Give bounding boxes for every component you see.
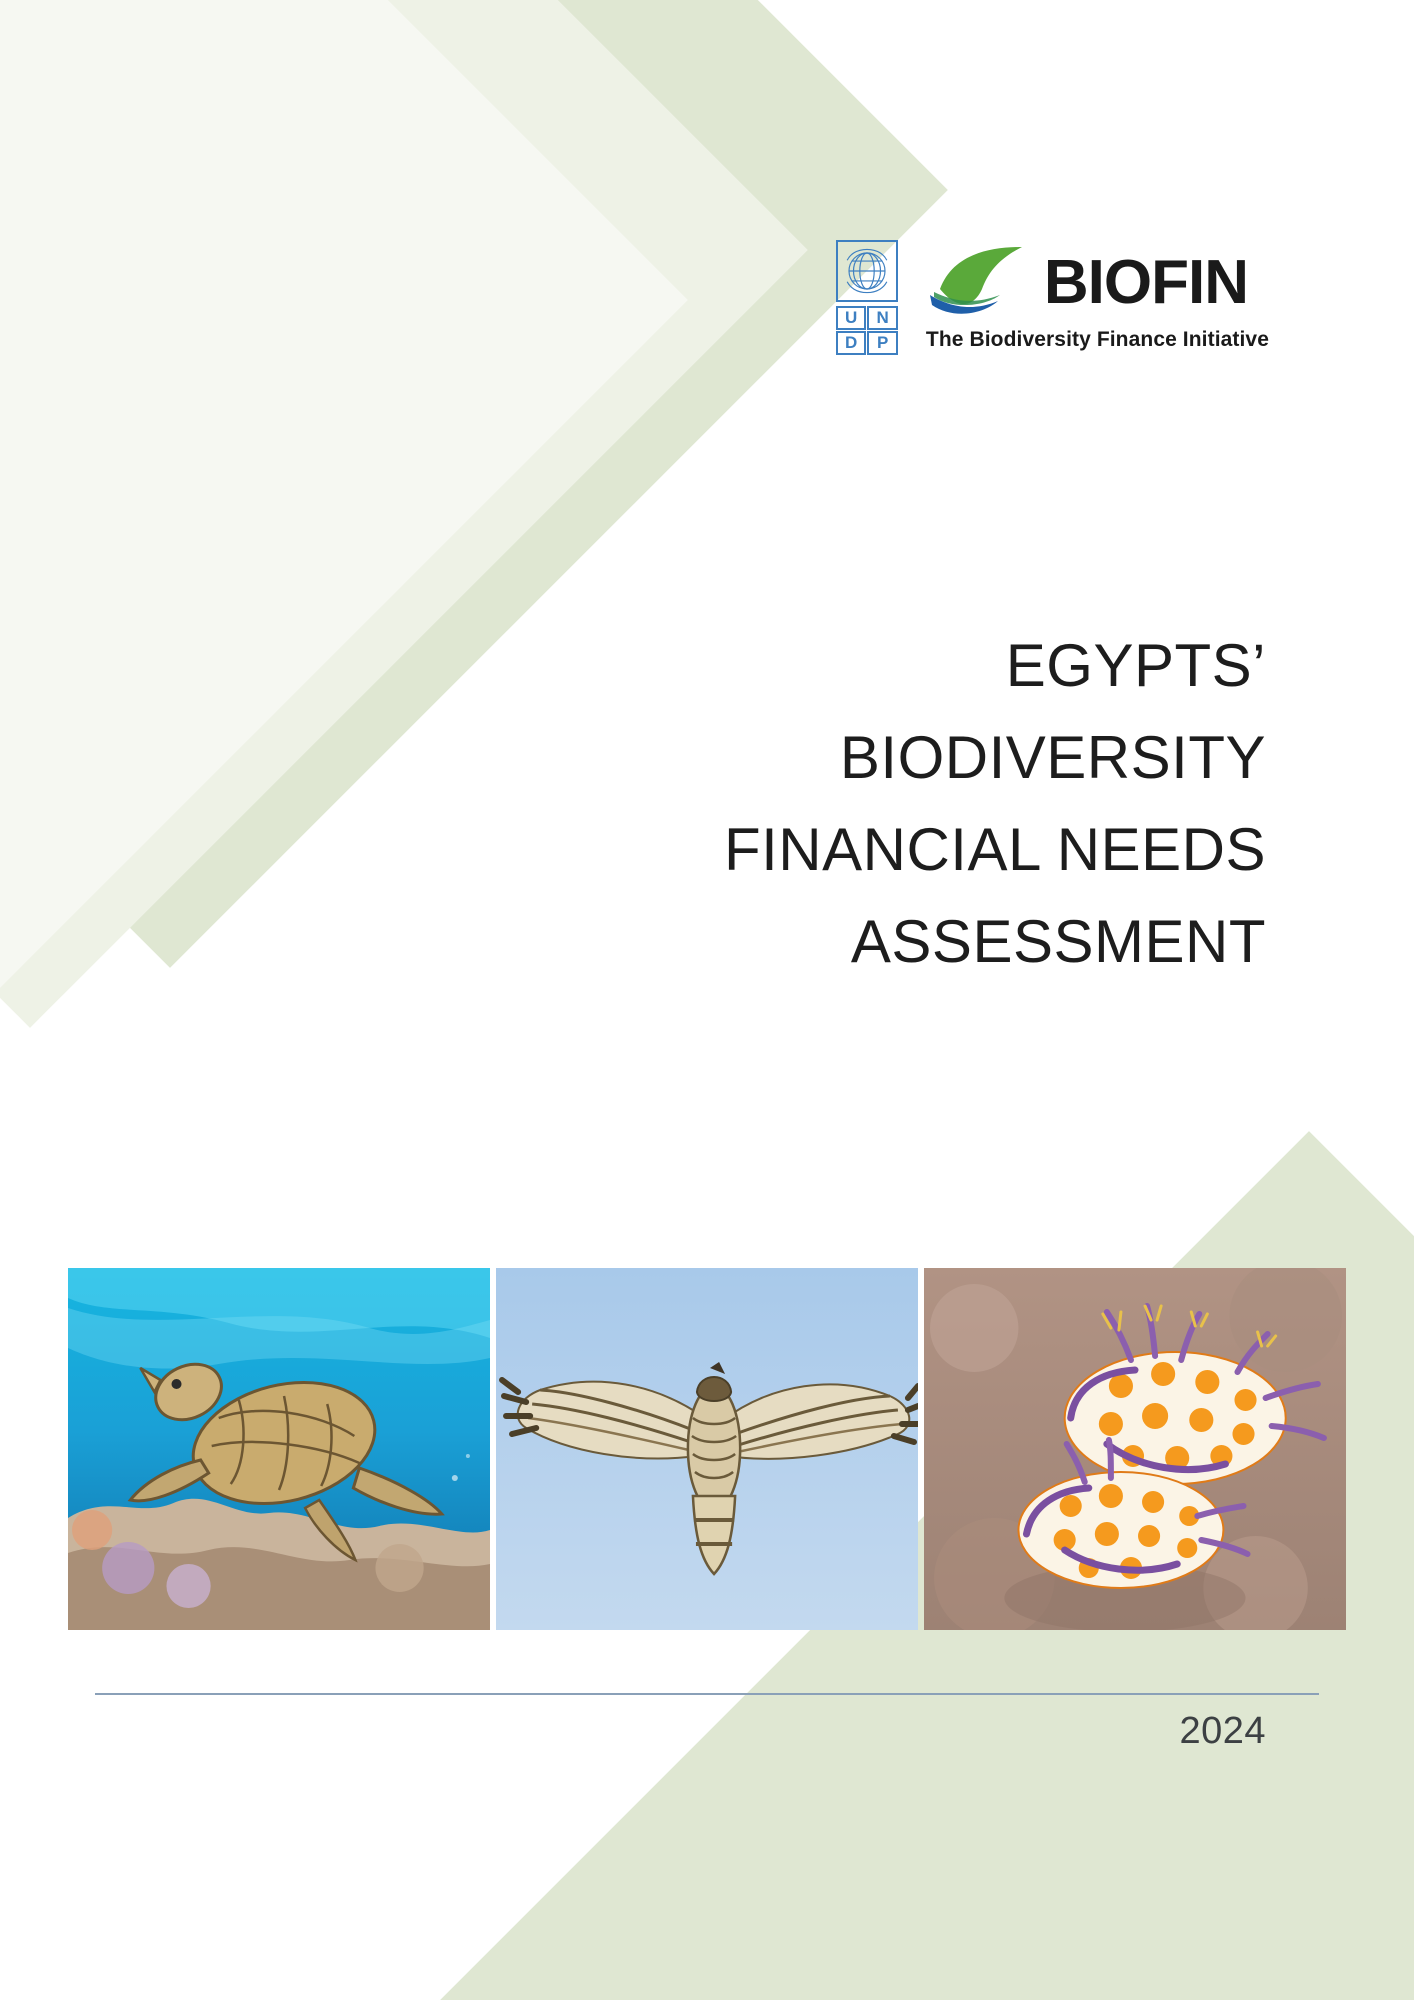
undp-logo bbox=[832, 240, 902, 355]
cover-photo-strip bbox=[68, 1268, 1346, 1630]
photo-sea-turtle bbox=[68, 1268, 490, 1630]
biofin-wordmark: BIOFIN bbox=[1043, 247, 1249, 317]
page-title bbox=[466, 620, 1266, 988]
photo-raptor-bird bbox=[496, 1268, 918, 1630]
undp-letter-grid bbox=[836, 306, 898, 355]
undp-letter-n: N bbox=[867, 306, 898, 330]
biofin-logo bbox=[926, 243, 1269, 352]
un-emblem-icon bbox=[836, 240, 898, 302]
title-line-2: BIODIVERSITY bbox=[839, 724, 1266, 791]
publication-year: 2024 bbox=[1179, 1710, 1266, 1752]
title-line-4: ASSESSMENT bbox=[850, 908, 1266, 975]
undp-letter-u: U bbox=[836, 306, 867, 330]
undp-letter-p: P bbox=[867, 331, 898, 355]
logo-row bbox=[832, 240, 1269, 355]
photo-nudibranch bbox=[924, 1268, 1346, 1630]
title-line-3: FINANCIAL NEEDS bbox=[723, 816, 1266, 883]
divider-rule bbox=[95, 1693, 1319, 1695]
title-line-1: EGYPTS’ bbox=[1005, 632, 1266, 699]
biofin-leaf-icon bbox=[926, 243, 1030, 322]
biofin-tagline: The Biodiversity Finance Initiative bbox=[925, 328, 1269, 351]
undp-letter-d: D bbox=[836, 331, 867, 355]
